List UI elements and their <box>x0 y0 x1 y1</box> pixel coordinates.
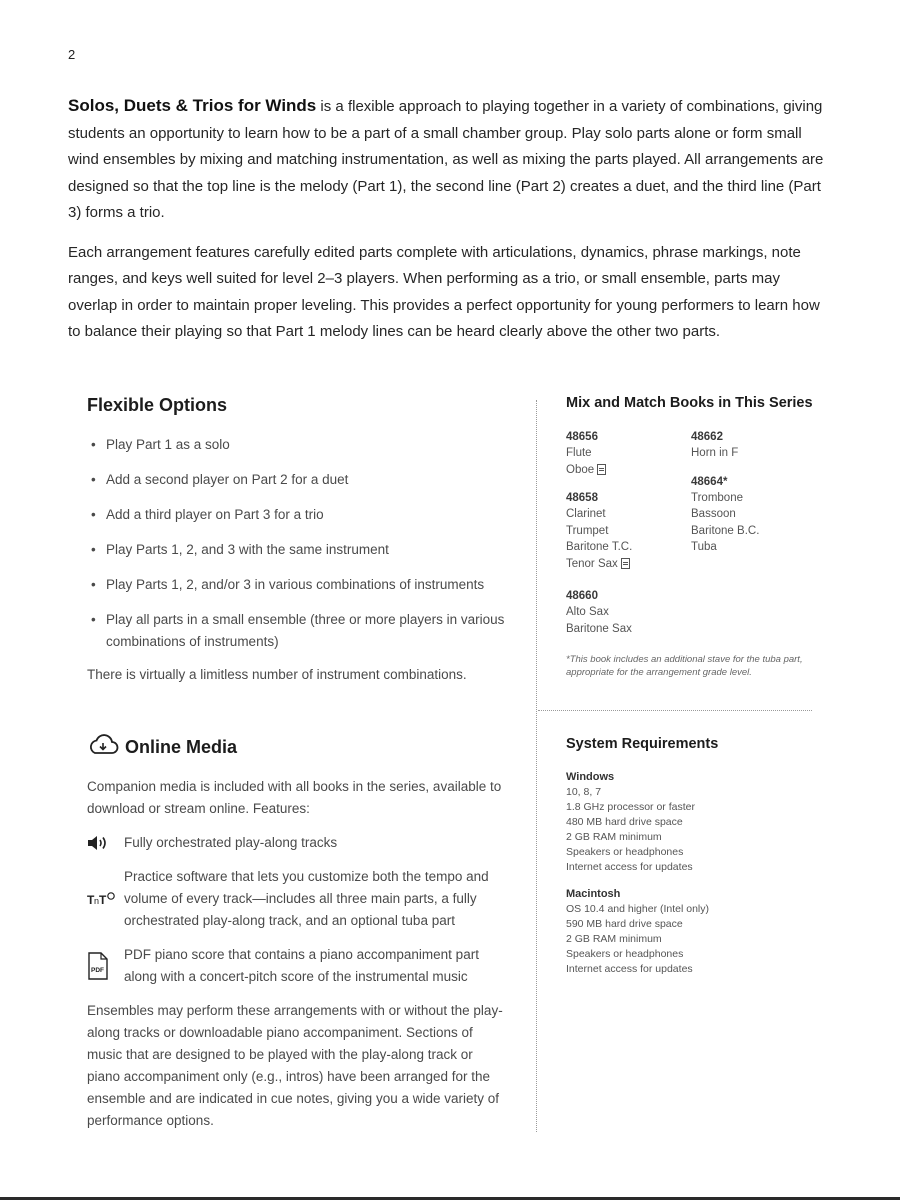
flexible-options-list <box>87 434 517 653</box>
feature-item <box>87 866 507 932</box>
score-icon <box>597 464 606 475</box>
list-item: • Play Part 1 as a solo <box>91 437 230 452</box>
online-media-closing: Ensembles may perform these arrangements with or without the play-along tracks or downloadable piano accompaniment. Sections of music that are designed to be played with the play-along track or piano accompaniment only (e.g., intros) have been arranged for the ensemble and are indicated in cue notes, giving you a wide variety of performance options. <box>87 1003 503 1128</box>
column-divider <box>536 400 537 1132</box>
book-48662: 48662 Horn in F <box>691 431 739 459</box>
mix-match-section <box>566 395 816 679</box>
mix-match-title: Mix and Match Books in This Series <box>566 395 813 411</box>
flexible-options-section <box>87 395 517 686</box>
feature-text: Fully orchestrated play-along tracks <box>124 835 338 850</box>
feature-item <box>87 944 507 988</box>
svg-text:PDF: PDF <box>91 967 104 974</box>
mac-requirements: Macintosh OS 10.4 and higher (Intel only) 590 MB hard drive space 2 GB RAM minimum Speakers or headphones Internet access for updates <box>566 888 710 975</box>
feature-text: Practice software that lets you customize both the tempo and volume of every track—includes all three main parts, a fully orchestrated play-along track, and an optional tuba part <box>124 869 489 928</box>
book-48658: 48658 Clarinet Trumpet Baritone T.C. Tenor Sax <box>566 492 633 570</box>
combinations-note: There is virtually a limitless number of instrument combinations. <box>87 667 467 682</box>
intro-paragraph-1-text: is a flexible approach to playing together in a variety of combinations, giving students an opportunity to learn how to be a part of a small chamber group. Play solo parts alone or form small wind ensembles by mixing and matching instrumentation, as well as mixing the parts played. All arrangements are designed so that the top line is the melody (Part 1), the second line (Part 2) creates a duet, and the third line (Part 3) forms a trio. <box>68 98 824 221</box>
windows-requirements: Windows 10, 8, 7 1.8 GHz processor or faster 480 MB hard drive space 2 GB RAM minimum Speakers or headphones Internet access for updates <box>566 771 695 873</box>
cloud-download-icon <box>87 733 119 762</box>
score-icon <box>621 558 630 569</box>
speaker-icon <box>87 834 124 852</box>
book-48664: 48664* Trombone Bassoon Baritone B.C. Tuba <box>691 475 760 553</box>
intro-paragraph-1 <box>68 93 828 227</box>
books-footnote: *This book includes an additional stave for the tuba part, appropriate for the arrangement grade level. <box>566 654 803 678</box>
online-media-intro: Companion media is included with all books in the series, available to download or stream online. Features: <box>87 779 502 816</box>
intro-section <box>68 93 828 359</box>
system-requirements-section <box>566 736 816 977</box>
feature-text: PDF piano score that contains a piano accompaniment part along with a concert-pitch score of the instrumental music <box>124 947 479 984</box>
online-media-section <box>87 733 507 1132</box>
list-item: • Play Parts 1, 2, and 3 with the same instrument <box>91 542 389 557</box>
online-media-title: Online Media <box>125 737 238 757</box>
list-item: • Add a second player on Part 2 for a duet <box>91 472 349 487</box>
pdf-icon <box>87 952 124 980</box>
tnt-icon <box>87 890 124 908</box>
list-item: • Add a third player on Part 3 for a trio <box>91 507 324 522</box>
flexible-options-title: Flexible Options <box>87 395 228 415</box>
page-number: 2 <box>68 47 76 62</box>
svg-text:T: T <box>87 893 95 907</box>
feature-item <box>87 832 507 854</box>
section-divider <box>538 710 812 711</box>
svg-text:n: n <box>94 896 100 906</box>
svg-text:T: T <box>99 893 107 907</box>
system-requirements-title: System Requirements <box>566 736 719 752</box>
list-item: • Play Parts 1, 2, and/or 3 in various combinations of instruments <box>91 577 485 592</box>
list-item: • Play all parts in a small ensemble (three or more players in various combinations of instruments) <box>91 612 505 649</box>
book-48656: 48656 Flute Oboe <box>566 429 691 478</box>
intro-paragraph-2: Each arrangement features carefully edited parts complete with articulations, dynamics, phrase markings, note ranges, and keys well suited for level 2–3 players. When performing as a trio, or small ensemble, parts may overlap in order to maintain proper leveling. This provides a perfect opportunity for young performers to learn how to balance their playing so that Part 1 melody lines can be heard clearly above the other two parts. <box>68 243 820 340</box>
book-48660: 48660 Alto Sax Baritone Sax <box>566 590 632 635</box>
series-title: Solos, Duets & Trios for Winds <box>68 96 317 115</box>
